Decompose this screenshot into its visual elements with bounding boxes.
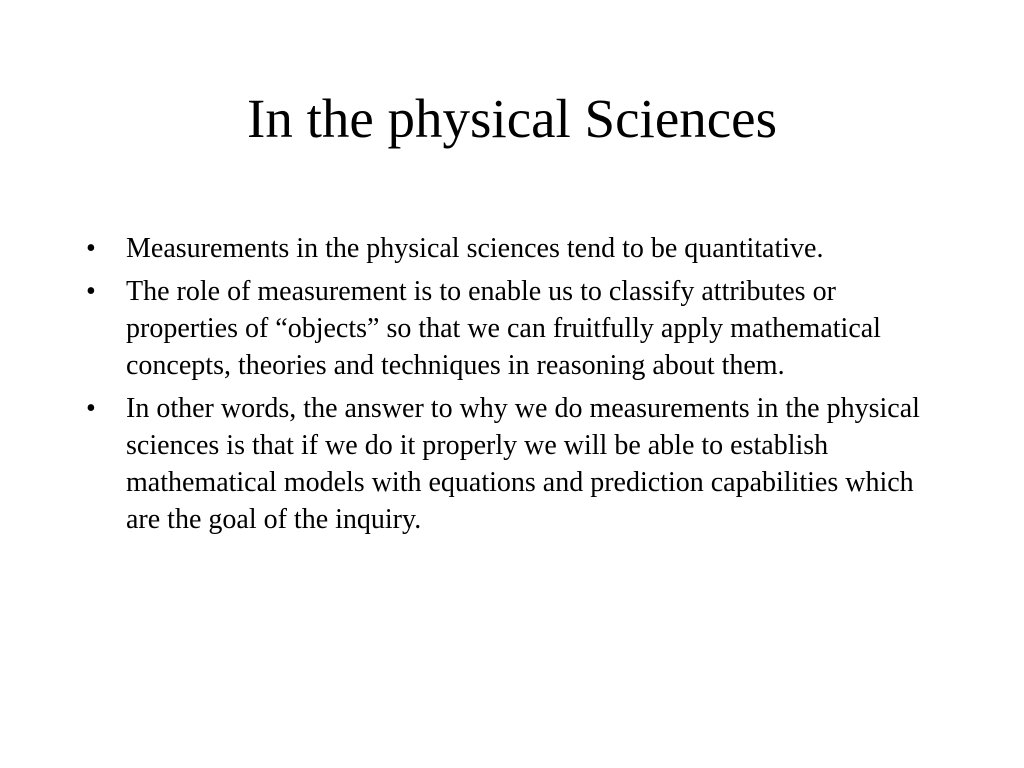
bullet-icon: • bbox=[86, 393, 96, 424]
bullet-list bbox=[82, 230, 952, 544]
bullet-text: Measurements in the physical sciences tend to be quantitative. bbox=[126, 233, 824, 264]
bullet-text: In other words, the answer to why we do measurements in the physical sciences is that if we do it properly we will be able to establish mathematical models with equations and prediction capabilities which are the goal of the inquiry. bbox=[126, 393, 920, 535]
bullet-text: The role of measurement is to enable us to classify attributes or properties of “objects” so that we can fruitfully apply mathematical concepts, theories and techniques in reasoning about them. bbox=[126, 276, 881, 381]
bullet-item bbox=[82, 390, 952, 538]
bullet-item bbox=[82, 273, 952, 384]
slide-title: In the physical Sciences bbox=[247, 88, 777, 149]
bullet-icon: • bbox=[86, 233, 96, 264]
bullet-icon: • bbox=[86, 276, 96, 307]
bullet-item bbox=[82, 230, 952, 267]
